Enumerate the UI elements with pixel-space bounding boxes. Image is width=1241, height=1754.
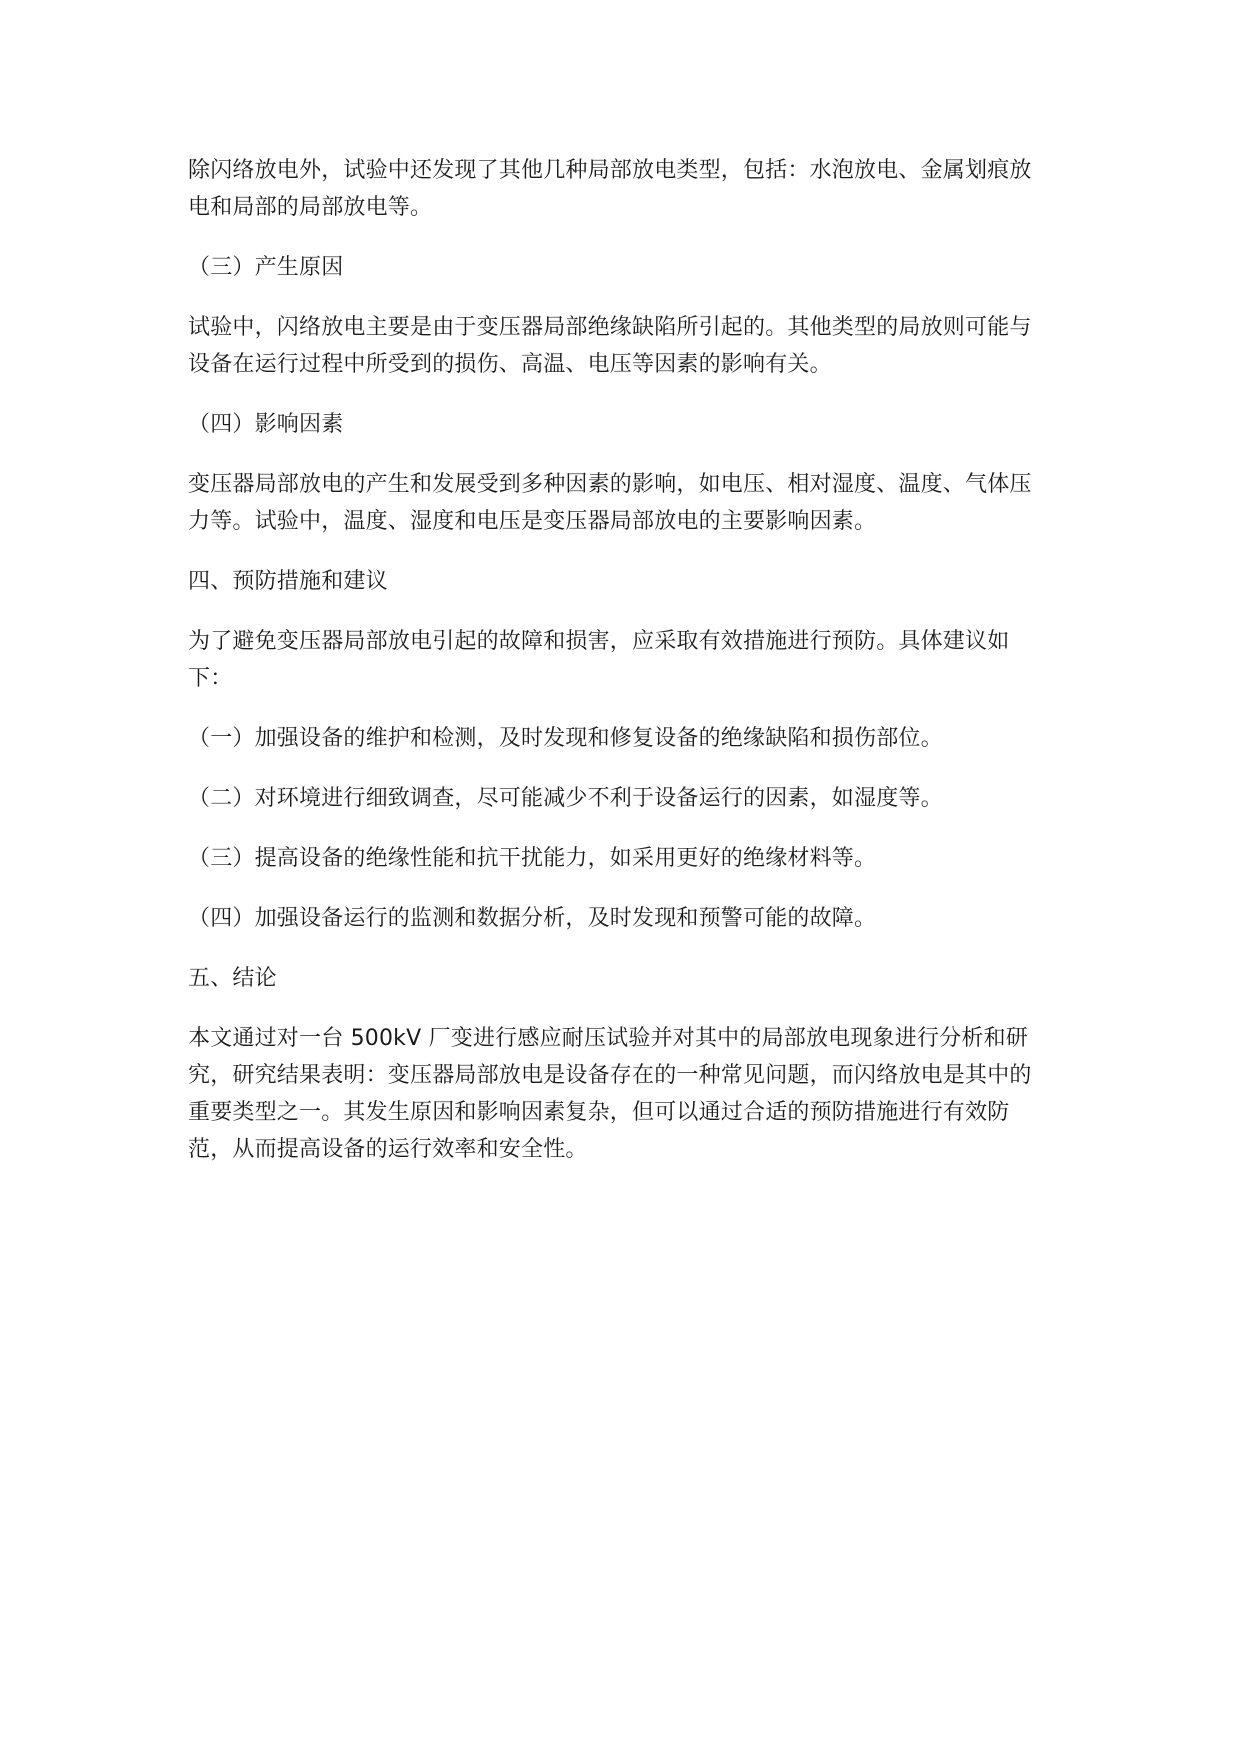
list-item-prevention-2: （二）对环境进行细致调查，尽可能减少不利于设备运行的因素，如湿度等。 (188, 786, 943, 811)
list-item-prevention-3: （三）提高设备的绝缘性能和抗干扰能力，如采用更好的绝缘材料等。 (188, 846, 877, 871)
paragraph-conclusion: 本文通过对一台 500kV 厂变进行感应耐压试验并对其中的局部放电现象进行分析和研究，研究结果表明：变压器局部放电是设备存在的一种常见问题，而闪络放电是其中的重要类型之一。其发生原因和影响因素复杂，但可以通过合适的预防措施进行有效防范，从而提高设备的运行效率和安全性。 (188, 1026, 1032, 1162)
paragraph-prevention-intro: 为了避免变压器局部放电引起的故障和损害，应采取有效措施进行预防。具体建议如下： (188, 629, 1010, 691)
list-item-prevention-4: （四）加强设备运行的监测和数据分析，及时发现和预警可能的故障。 (188, 906, 877, 931)
section-heading-influencing-factors: （四）影响因素 (188, 412, 344, 437)
paragraph-other-discharge-types: 除闪络放电外，试验中还发现了其他几种局部放电类型，包括：水泡放电、金属划痕放电和局部的局部放电等。 (188, 158, 1032, 220)
section-heading-conclusion: 五、结论 (188, 966, 277, 991)
paragraph-influencing-factors: 变压器局部放电的产生和发展受到多种因素的影响，如电压、相对湿度、温度、气体压力等。试验中，温度、湿度和电压是变压器局部放电的主要影响因素。 (188, 472, 1032, 534)
paragraph-causes: 试验中，闪络放电主要是由于变压器局部绝缘缺陷所引起的。其他类型的局放则可能与设备在运行过程中所受到的损伤、高温、电压等因素的影响有关。 (188, 315, 1032, 377)
document-body (188, 152, 1046, 1191)
section-heading-causes: （三）产生原因 (188, 255, 344, 280)
list-item-prevention-1: （一）加强设备的维护和检测，及时发现和修复设备的绝缘缺陷和损伤部位。 (188, 726, 943, 751)
section-heading-prevention: 四、预防措施和建议 (188, 569, 388, 594)
